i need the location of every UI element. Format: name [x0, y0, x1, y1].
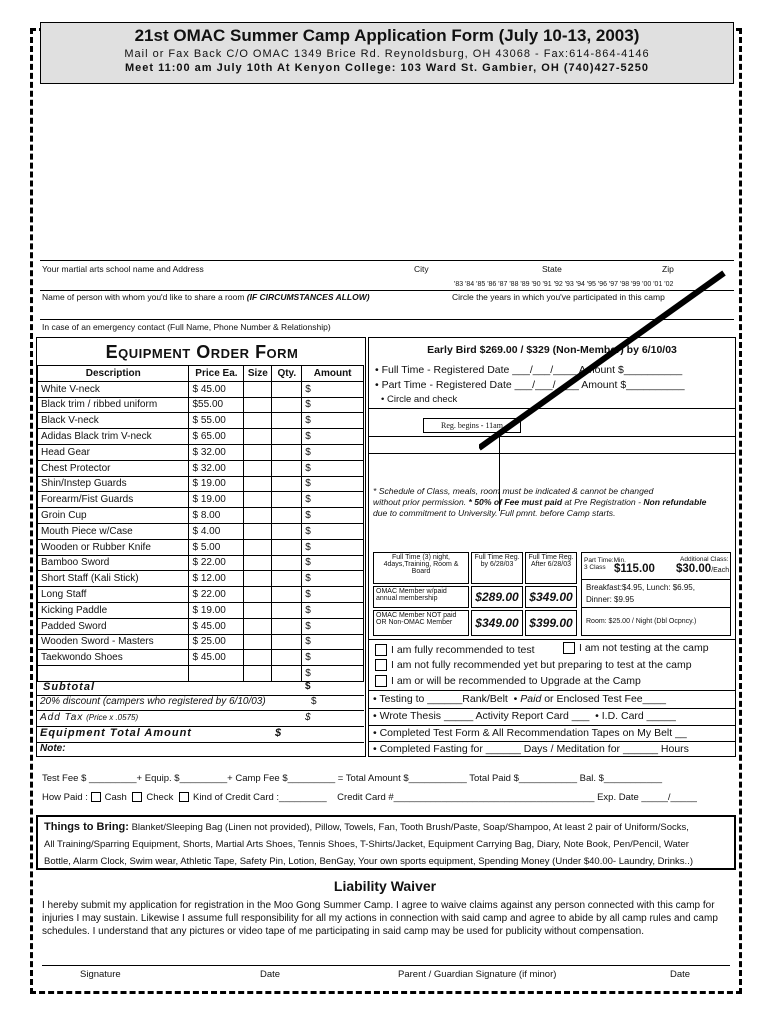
subtotal-label: Subtotal: [43, 681, 95, 693]
item-price: $ 32.00: [189, 460, 244, 476]
share-room-label: Name of person with whom you'd like to share a room (IF CIRCUMSTANCES ALLOW): [42, 292, 370, 302]
item-amount[interactable]: $: [302, 397, 364, 413]
item-amount[interactable]: $: [302, 460, 364, 476]
fee-summary[interactable]: Test Fee $ _________+ Equip. $_________+ Camp Fee $_________ = Total Amount $___________ Total Paid $___________ Bal. $___________: [42, 773, 663, 784]
item-size[interactable]: [244, 539, 272, 555]
item-description: Groin Cup: [38, 508, 189, 524]
member-price-early[interactable]: $289.00: [471, 586, 523, 608]
check-fully-recommended[interactable]: I am fully recommended to test: [375, 644, 535, 656]
member-label: OMAC Member w/paid annual membership: [373, 586, 469, 608]
equipment-row: [38, 476, 364, 492]
form-header: [40, 22, 734, 84]
circle-years-label: Circle the years in which you've participated in this camp: [452, 292, 665, 302]
item-description: Wooden Sword - Masters: [38, 634, 189, 650]
item-amount[interactable]: $: [302, 523, 364, 539]
item-description: Adidas Black trim V-neck: [38, 429, 189, 445]
item-price: $ 4.00: [189, 523, 244, 539]
subtotal-amount[interactable]: $: [305, 681, 311, 692]
item-price: $ 12.00: [189, 571, 244, 587]
check-upgrade[interactable]: I am or will be recommended to Upgrade at the Camp: [375, 675, 641, 687]
item-size[interactable]: [244, 508, 272, 524]
equipment-row: [38, 523, 364, 539]
item-price: $ 19.00: [189, 476, 244, 492]
dinner-price: Dinner: $9.95: [586, 595, 635, 604]
part-time-option[interactable]: • Part Time - Registered Date ___/___/____ Amount $__________: [375, 379, 685, 391]
item-amount[interactable]: $: [302, 634, 364, 650]
item-size[interactable]: [244, 666, 272, 682]
item-price: $ 65.00: [189, 429, 244, 445]
form-title: 21st OMAC Summer Camp Application Form (July 10-13, 2003): [134, 26, 640, 45]
equipment-row: [38, 634, 364, 650]
item-price: $ 32.00: [189, 444, 244, 460]
item-size[interactable]: [244, 413, 272, 429]
item-amount[interactable]: $: [302, 413, 364, 429]
item-qty[interactable]: [272, 571, 302, 587]
item-price: $ 19.00: [189, 492, 244, 508]
equipment-row: [38, 444, 364, 460]
item-amount[interactable]: $: [302, 650, 364, 666]
equipment-row: [38, 413, 364, 429]
item-size[interactable]: [244, 650, 272, 666]
years-list[interactable]: '83 '84 '85 '86 '87 '88 '89 '90 '91 '92 '93 '94 '95 '96 '97 '98 '99 '00 '01 '02: [454, 281, 674, 288]
completed-fasting[interactable]: • Completed Fasting for ______ Days / Meditation for ______ Hours: [373, 743, 689, 755]
item-amount[interactable]: $: [302, 618, 364, 634]
item-size[interactable]: [244, 460, 272, 476]
item-qty[interactable]: [272, 492, 302, 508]
item-qty[interactable]: [272, 666, 302, 682]
item-qty[interactable]: [272, 413, 302, 429]
add-tax: Add Tax (Price x .0575): [40, 712, 139, 723]
things-to-bring: Things to Bring: Blanket/Sleeping Bag (Linen not provided), Pillow, Towels, Fan, Tooth Brush/Paste, Soap/Shampoo, At least 2 pair of Uniform/Socks, All Training/Sparring Equipment, Shorts, Martial Arts Shoes, Tennis Shoes, T-Shirts/Jacket, Equipment Carrying Bag, Diary, Note Book, Pen/Pencil, Water Bottle, Alarm Clock, Swim wear, Athletic Tape, Safety Pin, Lotion, BenGay, Your own sports equipment, Spending Money (Under $40.00- Laundry, Drinks..): [36, 815, 736, 870]
nonmember-price-late[interactable]: $399.00: [525, 610, 577, 636]
signature-label: Signature: [80, 969, 121, 980]
check-checkbox[interactable]: [132, 792, 142, 802]
item-qty[interactable]: [272, 444, 302, 460]
item-price: $ 19.00: [189, 602, 244, 618]
item-price: $ 8.00: [189, 508, 244, 524]
reg-before: Full Time Reg. by 6/28/03: [471, 552, 523, 584]
item-description: Taekwondo Shoes: [38, 650, 189, 666]
item-qty[interactable]: [272, 634, 302, 650]
room-price: Room: $25.00 / Night (Dbl Ocpncy.): [586, 618, 697, 625]
item-size[interactable]: [244, 492, 272, 508]
item-description: White V-neck: [38, 381, 189, 397]
item-description: Black V-neck: [38, 413, 189, 429]
item-price: $ 25.00: [189, 634, 244, 650]
school-label: Your martial arts school name and Address: [42, 264, 204, 274]
item-qty[interactable]: [272, 508, 302, 524]
item-qty[interactable]: [272, 602, 302, 618]
item-price: [189, 666, 244, 682]
equipment-total-label: Equipment Total Amount: [40, 727, 192, 739]
waiver-title: Liability Waiver: [333, 878, 437, 894]
item-description: Long Staff: [38, 587, 189, 603]
part-min: Part Time:Min. 3 Class: [584, 557, 626, 571]
item-size[interactable]: [244, 523, 272, 539]
item-price: $ 22.00: [189, 555, 244, 571]
item-size[interactable]: [244, 571, 272, 587]
equipment-row: [38, 397, 364, 413]
item-size[interactable]: [244, 381, 272, 397]
note-label: Note:: [40, 743, 66, 754]
circle-check: • Circle and check: [381, 394, 458, 405]
equipment-row: [38, 539, 364, 555]
parent-signature-label: Parent / Guardian Signature (if minor): [398, 969, 557, 980]
registration-panel: [368, 337, 736, 757]
cash-checkbox[interactable]: [91, 792, 101, 802]
mail-address: Mail or Fax Back C/O OMAC 1349 Brice Rd. Reynoldsburg, OH 43068 - Fax:614-864-4146: [124, 48, 650, 60]
item-amount[interactable]: $: [302, 602, 364, 618]
waiver-text: I hereby submit my application for registration in the Moo Gong Summer Camp. I agree to waive claims against any person connected with this camp for injuries I may sustain. Likewise I assume full responsibility for all my actions in connection with said camp and agree to abide by all camp rules and camp schedules. I understand that any pictures or video tape of me participating in said camp may be used for publicity without compensation.: [42, 900, 718, 937]
item-amount[interactable]: $: [302, 555, 364, 571]
item-amount[interactable]: $: [302, 476, 364, 492]
item-qty[interactable]: [272, 460, 302, 476]
equipment-table: [37, 365, 364, 682]
equipment-row: [38, 508, 364, 524]
parent-date-label: Date: [670, 969, 691, 980]
schedule-note: * Schedule of Class, meals, room must be indicated & cannot be changed without prior permission. * 50% of Fee must paid at Pre Registration - Non refundable due to commitment to University. Full pmnt. before Camp starts.: [373, 486, 707, 518]
item-amount[interactable]: $: [302, 587, 364, 603]
item-description: Forearm/Fist Guards: [38, 492, 189, 508]
col-qty: Qty.: [272, 366, 302, 382]
item-description: [38, 666, 189, 682]
item-price: $ 5.00: [189, 539, 244, 555]
tax-amount[interactable]: $: [305, 712, 311, 723]
check-not-fully[interactable]: I am not fully recommended yet but preparing to test at the camp: [375, 659, 692, 671]
equipment-row: [38, 460, 364, 476]
check-not-testing[interactable]: I am not testing at the camp: [563, 642, 709, 654]
item-size[interactable]: [244, 397, 272, 413]
equipment-row: [38, 618, 364, 634]
item-price: $ 45.00: [189, 650, 244, 666]
item-size[interactable]: [244, 602, 272, 618]
item-size[interactable]: [244, 555, 272, 571]
equipment-row: [38, 602, 364, 618]
item-amount[interactable]: $: [302, 508, 364, 524]
nonmember-label: OMAC Member NOT paid OR Non-OMAC Member: [373, 610, 469, 636]
item-size[interactable]: [244, 587, 272, 603]
equipment-row: [38, 381, 364, 397]
additional-label: Additional Class:: [680, 556, 729, 563]
equipment-row: [38, 571, 364, 587]
item-qty[interactable]: [272, 429, 302, 445]
item-description: Head Gear: [38, 444, 189, 460]
equipment-row: [38, 666, 364, 682]
breakfast-price: Breakfast:$4.95, Lunch: $6.95,: [586, 583, 695, 592]
equipment-row: [38, 555, 364, 571]
equipment-row: [38, 587, 364, 603]
reg-after: Full Time Reg. After 6/28/03: [525, 552, 577, 584]
item-amount[interactable]: $: [302, 444, 364, 460]
col-description: Description: [38, 366, 189, 382]
item-amount[interactable]: $: [302, 381, 364, 397]
emergency-label: In case of an emergency contact (Full Name, Phone Number & Relationship): [42, 322, 331, 332]
item-description: Black trim / ribbed uniform: [38, 397, 189, 413]
item-qty[interactable]: [272, 523, 302, 539]
credit-checkbox[interactable]: [179, 792, 189, 802]
item-amount[interactable]: $: [302, 571, 364, 587]
date-label: Date: [260, 969, 281, 980]
item-description: Mouth Piece w/Case: [38, 523, 189, 539]
item-qty[interactable]: [272, 381, 302, 397]
equipment-row: [38, 429, 364, 445]
item-size[interactable]: [244, 444, 272, 460]
equipment-title: Equipment Order Form: [105, 342, 299, 362]
early-bird: Early Bird $269.00 / $329 (Non-Member) by 6/10/03: [427, 344, 677, 356]
item-description: Shin/Instep Guards: [38, 476, 189, 492]
item-amount[interactable]: $: [302, 539, 364, 555]
col-price: Price Ea.: [189, 366, 244, 382]
part-price[interactable]: $115.00: [614, 563, 655, 575]
fulltime-desc: Full Time (3) night, 4days,Training, Room & Board: [373, 552, 469, 584]
col-amount: Amount: [302, 366, 364, 382]
signature-line[interactable]: [42, 965, 730, 966]
item-size[interactable]: [244, 429, 272, 445]
reg-begins: Reg. begins - 11am: [423, 418, 521, 433]
item-amount[interactable]: $: [302, 666, 364, 682]
zip-label: Zip: [662, 264, 674, 274]
full-time-option[interactable]: • Full Time - Registered Date ___/___/____ Amount $__________: [375, 364, 683, 376]
completed-test-form[interactable]: • Completed Test Form & All Recommendation Tapes on My Belt __: [373, 727, 687, 739]
item-size[interactable]: [244, 618, 272, 634]
nonmember-price-early[interactable]: $349.00: [471, 610, 523, 636]
item-amount[interactable]: $: [302, 429, 364, 445]
item-price: $ 45.00: [189, 618, 244, 634]
item-description: Padded Sword: [38, 618, 189, 634]
item-qty[interactable]: [272, 397, 302, 413]
item-size[interactable]: [244, 476, 272, 492]
equipment-row: [38, 492, 364, 508]
equipment-order-form: [36, 337, 366, 757]
equipment-row: [38, 650, 364, 666]
item-description: Chest Protector: [38, 460, 189, 476]
discount-amount[interactable]: $: [311, 696, 317, 707]
city-label: City: [414, 264, 429, 274]
item-qty[interactable]: [272, 587, 302, 603]
state-label: State: [542, 264, 562, 274]
discount-label: 20% discount (campers who registered by 6/10/03): [40, 696, 266, 707]
wrote-thesis[interactable]: • Wrote Thesis _____ Activity Report Card ___ • I.D. Card _____: [373, 710, 676, 722]
testing-to[interactable]: • Testing to ______Rank/Belt • Paid or Enclosed Test Fee____: [373, 693, 667, 705]
payment-method[interactable]: How Paid : Cash Check Kind of Credit Card :_________ Credit Card #______________________________________ Exp. Date _____/_____: [42, 792, 697, 803]
item-qty[interactable]: [272, 618, 302, 634]
additional-price[interactable]: $30.00/Each: [676, 563, 730, 575]
item-description: Short Staff (Kali Stick): [38, 571, 189, 587]
item-price: $ 45.00: [189, 381, 244, 397]
item-description: Kicking Paddle: [38, 602, 189, 618]
item-qty[interactable]: [272, 539, 302, 555]
item-size[interactable]: [244, 634, 272, 650]
meeting-info: Meet 11:00 am July 10th At Kenyon College: 103 Ward St. Gambier, OH (740)427-5250: [124, 62, 650, 74]
item-amount[interactable]: $: [302, 492, 364, 508]
item-price: $ 55.00: [189, 413, 244, 429]
item-description: Bamboo Sword: [38, 555, 189, 571]
item-price: $55.00: [189, 397, 244, 413]
item-qty[interactable]: [272, 476, 302, 492]
member-price-late[interactable]: $349.00: [525, 586, 577, 608]
col-size: Size: [244, 366, 272, 382]
equipment-total-amount[interactable]: $: [275, 727, 282, 739]
item-qty[interactable]: [272, 555, 302, 571]
item-qty[interactable]: [272, 650, 302, 666]
item-description: Wooden or Rubber Knife: [38, 539, 189, 555]
part-time-box: [581, 552, 731, 636]
item-price: $ 22.00: [189, 587, 244, 603]
